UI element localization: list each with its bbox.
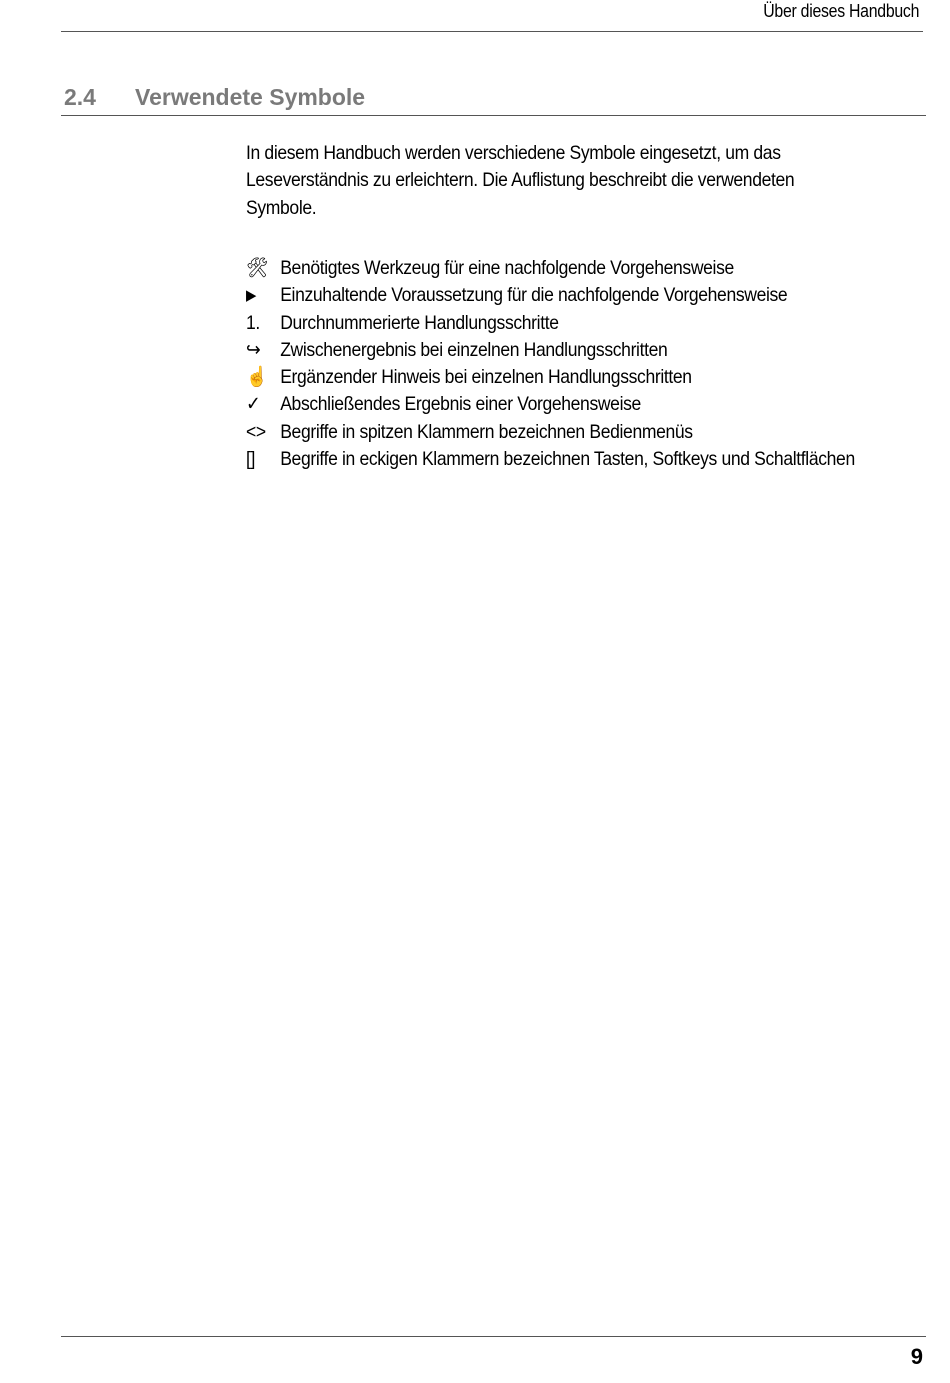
section-number: 2.4 [64, 84, 96, 110]
intro-paragraph: In diesem Handbuch werden verschiedene Symbole eingesetzt, um das Leseverständnis zu erleichtern. Die Auflistung beschreibt die verwendeten Symbole. [246, 142, 795, 219]
symbol-list-item [246, 391, 867, 418]
symbol-list-item [246, 446, 867, 473]
square-brackets-icon: [] [246, 448, 256, 471]
symbol-description: Begriffe in spitzen Klammern bezeichnen Bedienmenüs [280, 420, 693, 443]
symbol-description: Abschließendes Ergebnis einer Vorgehensweise [280, 393, 641, 416]
symbol-description: Ergänzender Hinweis bei einzelnen Handlungsschritten [280, 366, 692, 389]
symbol-description: Einzuhaltende Voraussetzung für die nachfolgende Vorgehensweise [280, 284, 788, 307]
symbol-list-item [246, 419, 867, 446]
checkmark-icon: ✓ [246, 393, 261, 416]
tool-icon: 🛠 [246, 257, 268, 279]
header-divider [61, 31, 923, 32]
symbol-list-item [246, 337, 867, 364]
symbol-description: Durchnummerierte Handlungsschritte [280, 311, 559, 334]
symbol-description: Zwischenergebnis bei einzelnen Handlungsschritten [280, 338, 668, 361]
page-number: 9 [910, 1344, 923, 1369]
section-heading [64, 84, 365, 111]
footer-divider [61, 1336, 926, 1337]
running-header: Über dieses Handbuch [763, 1, 919, 21]
section-title: Verwendete Symbole [135, 84, 366, 110]
step-number: 1. [246, 311, 260, 334]
symbol-list [246, 255, 867, 473]
symbol-list-item [246, 364, 867, 391]
symbol-description: Begriffe in eckigen Klammern bezeichnen Tasten, Softkeys und Schaltflächen [280, 448, 855, 471]
section-divider [61, 115, 926, 116]
pointing-hand-icon: ☝ [246, 366, 268, 389]
symbol-list-item [246, 310, 867, 337]
angle-brackets-icon: <> [246, 420, 266, 443]
symbol-list-item [246, 255, 867, 282]
arrow-right-hook-icon: ↪ [246, 338, 261, 361]
symbol-list-item [246, 282, 867, 309]
triangle-right-icon: ▶ [246, 287, 257, 305]
symbol-description: Benötigtes Werkzeug für eine nachfolgende Vorgehensweise [280, 257, 734, 279]
